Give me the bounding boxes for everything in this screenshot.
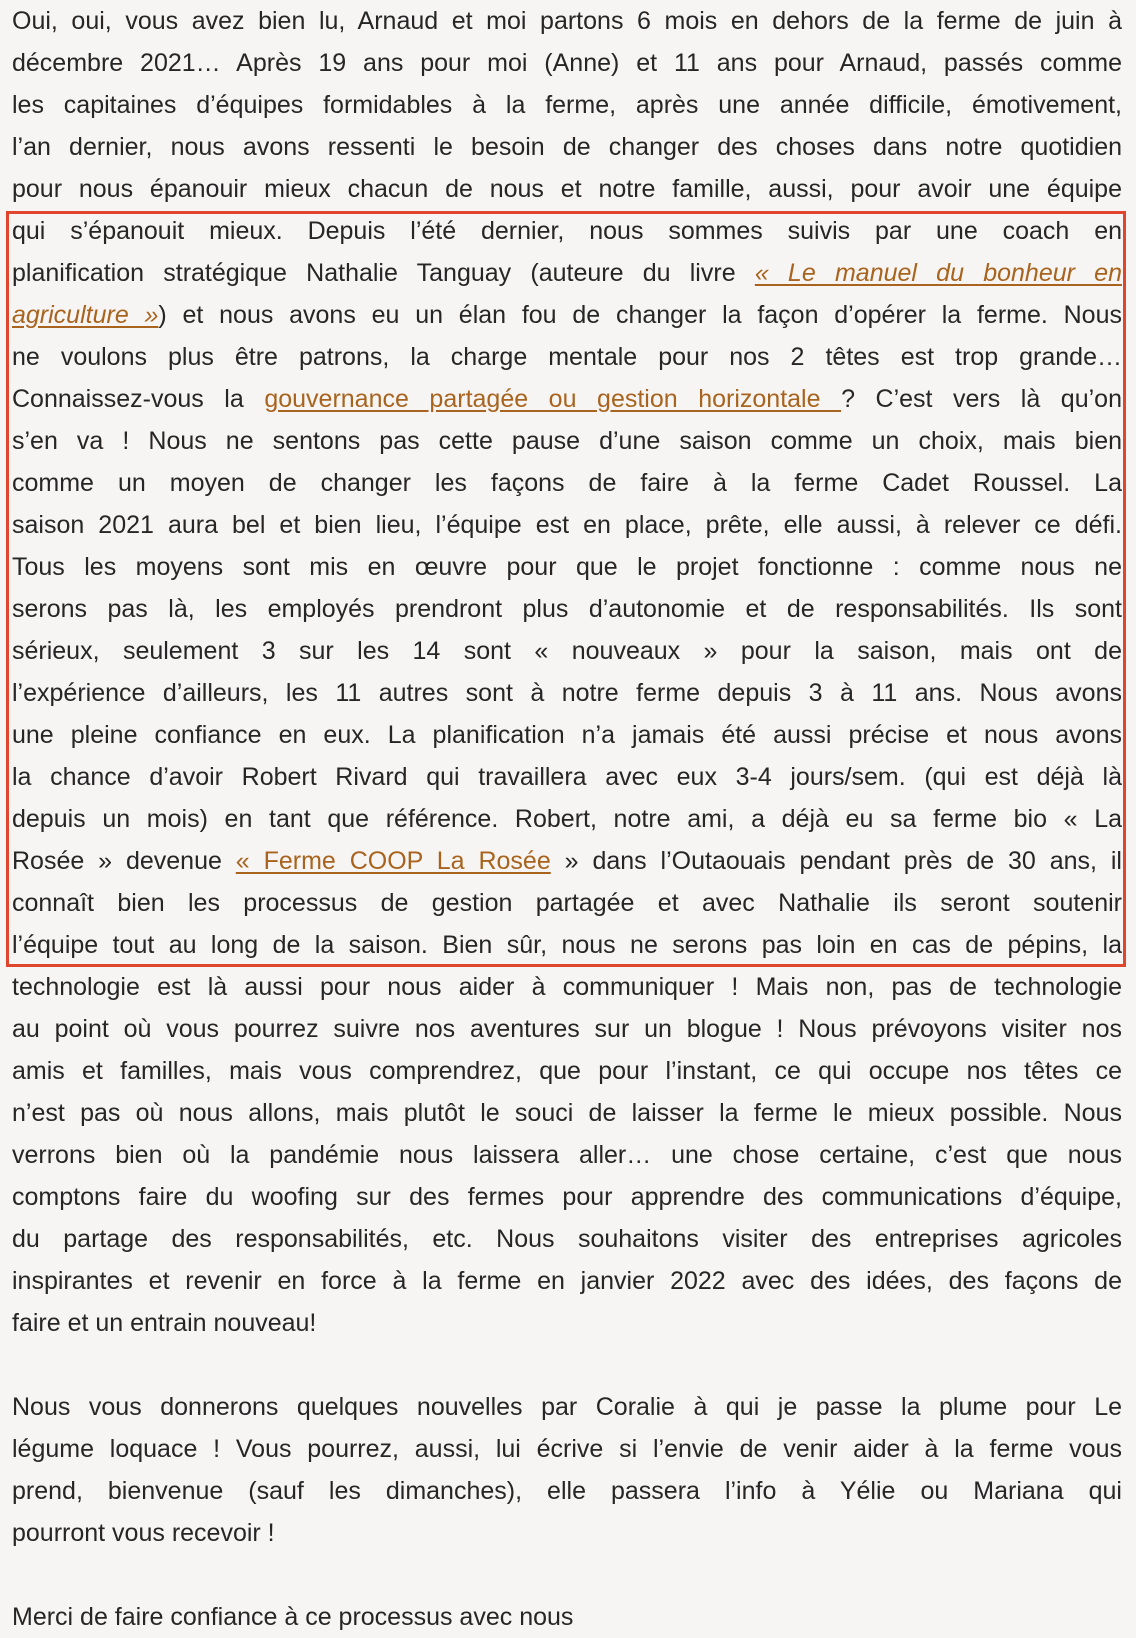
text-line: saison 2021 aura bel et bien lieu, l’équipe est en place, prête, elle aussi, à relever ce défi. xyxy=(12,511,1122,539)
text-line: légume loquace ! Vous pourrez, aussi, lui écrive si l’envie de venir aider à la ferme vous xyxy=(12,1435,1122,1463)
text-line: pourront vous recevoir ! xyxy=(12,1519,275,1547)
text-segment: Connaissez-vous la xyxy=(12,385,265,413)
text-line: l’équipe tout au long de la saison. Bien sûr, nous ne serons pas loin en cas de pépins, la xyxy=(12,931,1122,959)
text-line: n’est pas où nous allons, mais plutôt le souci de laisser la ferme le mieux possible. Nous xyxy=(12,1099,1122,1127)
paragraph-intro xyxy=(12,0,1122,1344)
text-segment: Rosée » devenue xyxy=(12,847,236,875)
text-line: s’en va ! Nous ne sentons pas cette pause d’une saison comme un choix, mais bien xyxy=(12,427,1122,455)
text-line: Oui, oui, vous avez bien lu, Arnaud et moi partons 6 mois en dehors de la ferme de juin à xyxy=(12,7,1122,35)
text-line xyxy=(12,294,1122,336)
text-line: qui s’épanouit mieux. Depuis l’été dernier, nous sommes suivis par une coach en xyxy=(12,217,1122,245)
text-line xyxy=(12,378,1122,420)
text-line: serons pas là, les employés prendront plus d’autonomie et de responsabilités. Ils sont xyxy=(12,595,1122,623)
text-line: comme un moyen de changer les façons de faire à la ferme Cadet Roussel. La xyxy=(12,469,1122,497)
coop-link[interactable]: « Ferme COOP La Rosée xyxy=(235,847,551,875)
text-line: depuis un mois) en tant que référence. Robert, notre ami, a déjà eu sa ferme bio « La xyxy=(12,805,1122,833)
text-line: inspirantes et revenir en force à la ferme en janvier 2022 avec des idées, des façons de xyxy=(12,1267,1122,1295)
text-line: l’expérience d’ailleurs, les 11 autres sont à notre ferme depuis 3 à 11 ans. Nous avons xyxy=(12,679,1122,707)
text-line: pour nous épanouir mieux chacun de nous et notre famille, aussi, pour avoir une équipe xyxy=(12,175,1122,203)
text-line: comptons faire du woofing sur des fermes pour apprendre des communications d’équipe, xyxy=(12,1183,1122,1211)
text-line: la chance d’avoir Robert Rivard qui travaillera avec eux 3-4 jours/sem. (qui est déjà là xyxy=(12,763,1122,791)
text-line: technologie est là aussi pour nous aider à communiquer ! Mais non, pas de technologie xyxy=(12,973,1122,1001)
text-line: Tous les moyens sont mis en œuvre pour que le projet fonctionne : comme nous ne xyxy=(12,553,1122,581)
text-line: sérieux, seulement 3 sur les 14 sont « nouveaux » pour la saison, mais ont de xyxy=(12,637,1122,665)
text-line: faire et un entrain nouveau! xyxy=(12,1309,317,1337)
text-line: Merci de faire confiance à ce processus avec nous xyxy=(12,1603,574,1631)
text-line: verrons bien où la pandémie nous laissera aller… une chose certaine, c’est que nous xyxy=(12,1141,1122,1169)
paragraph-spacer xyxy=(12,1344,1122,1386)
text-line: du partage des responsabilités, etc. Nous souhaitons visiter des entreprises agricoles xyxy=(12,1225,1122,1253)
book-link[interactable]: « Le manuel du bonheur en xyxy=(754,259,1122,287)
text-line: décembre 2021… Après 19 ans pour moi (Anne) et 11 ans pour Arnaud, passés comme xyxy=(12,49,1122,77)
text-line: prend, bienvenue (sauf les dimanches), elle passera l’info à Yélie ou Mariana qui xyxy=(12,1477,1122,1505)
text-line: une pleine confiance en eux. La planification n’a jamais été aussi précise et nous avons xyxy=(12,721,1122,749)
text-line: ne voulons plus être patrons, la charge mentale pour nos 2 têtes est trop grande… xyxy=(12,343,1122,371)
text-line xyxy=(12,840,1122,882)
text-segment: ) et nous avons eu un élan fou de changer la façon d’opérer la ferme. Nous xyxy=(158,301,1122,329)
text-segment: planification stratégique Nathalie Tanguay (auteure du livre xyxy=(12,259,755,287)
text-segment: ? C’est vers là qu’on xyxy=(841,385,1122,413)
text-line: l’an dernier, nous avons ressenti le besoin de changer des choses dans notre quotidien xyxy=(12,133,1122,161)
book-link-continued[interactable]: agriculture » xyxy=(12,301,159,329)
text-segment: » dans l’Outaouais pendant près de 30 ans, il xyxy=(550,847,1122,875)
text-line: au point où vous pourrez suivre nos aventures sur un blogue ! Nous prévoyons visiter nos xyxy=(12,1015,1122,1043)
article-body xyxy=(12,0,1122,1638)
text-line xyxy=(12,252,1122,294)
text-line: connaît bien les processus de gestion partagée et avec Nathalie ils seront soutenir xyxy=(12,889,1122,917)
text-line: Nous vous donnerons quelques nouvelles par Coralie à qui je passe la plume pour Le xyxy=(12,1393,1122,1421)
paragraph-spacer xyxy=(12,1554,1122,1596)
paragraph-news xyxy=(12,1386,1122,1554)
text-line: amis et familles, mais vous comprendrez, que pour l’instant, ce qui occupe nos têtes ce xyxy=(12,1057,1122,1085)
governance-link[interactable]: gouvernance partagée ou gestion horizontale xyxy=(264,385,842,413)
text-line: les capitaines d’équipes formidables à la ferme, après une année difficile, émotivement, xyxy=(12,91,1122,119)
paragraph-closing xyxy=(12,1596,1122,1638)
